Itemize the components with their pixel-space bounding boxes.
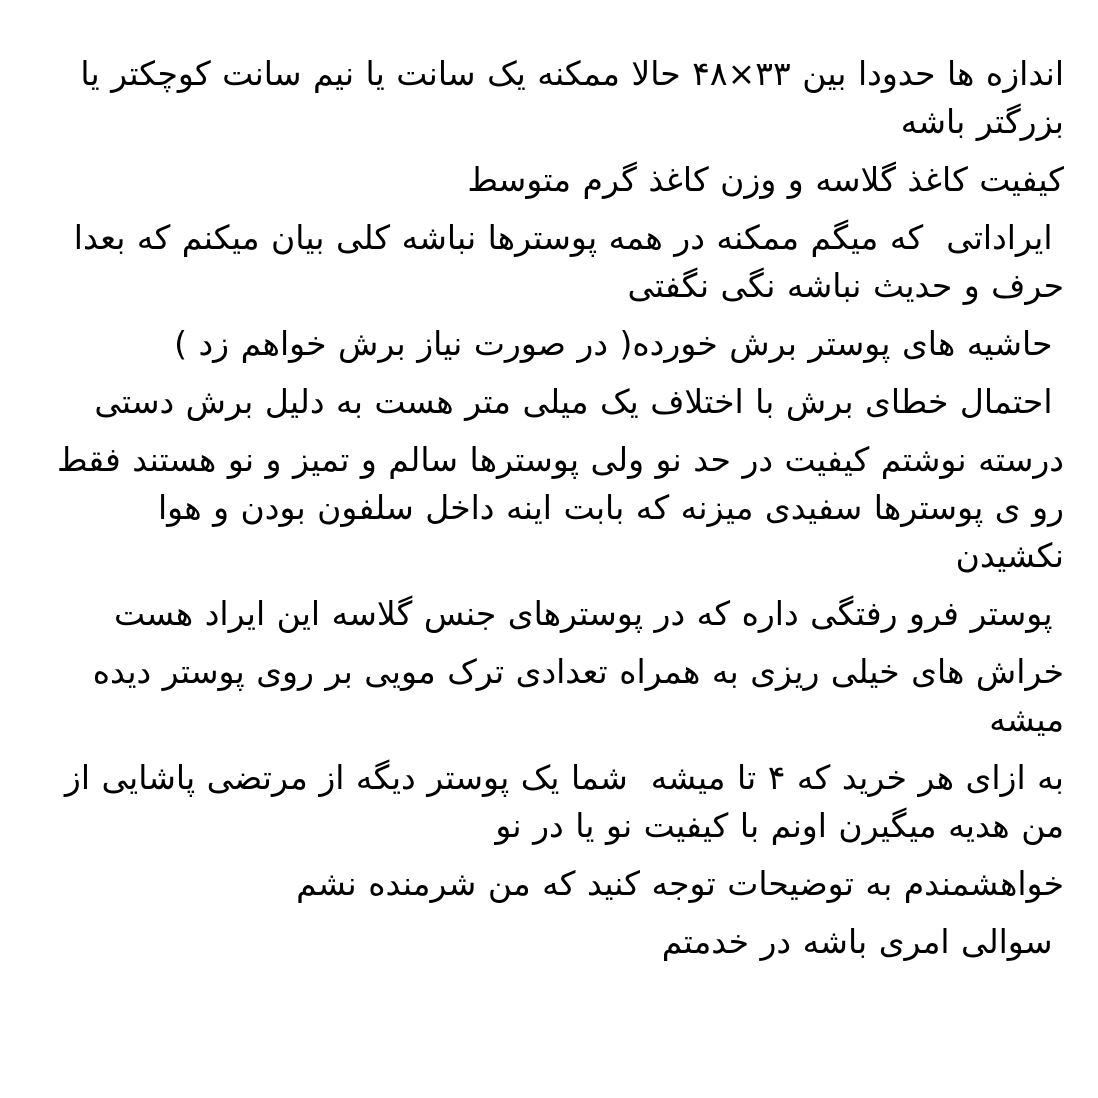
- paragraph-scratches-cracks: خراش های خیلی ریزی به همراه تعدادی ترک مویی بر روی پوستر دیده میشه: [81, 652, 1064, 739]
- paragraph-cutting-error: احتمال خطای برش با اختلاف یک میلی متر هست به دلیل برش دستی: [94, 382, 1064, 421]
- paragraph-questions-welcome: سوالی امری باشه در خدمتم: [661, 922, 1064, 961]
- paragraph-size-info: اندازه ها حدودا بین ۳۳×۴۸ حالا ممکنه یک سانت یا نیم سانت کوچکتر یا بزرگتر باشه: [68, 54, 1064, 141]
- paragraph-attention-request: خواهشمندم به توضیحات توجه کنید که من شرمنده نشم: [296, 864, 1064, 903]
- paragraph-paper-quality: کیفیت کاغذ گلاسه و وزن کاغذ گرم متوسط: [467, 160, 1064, 199]
- paragraph-gift-offer: به ازای هر خرید که ۴ تا میشه شما یک پوستر دیگه از مرتضی پاشایی از من هدیه میگیرن اونم با کیفیت نو یا در نو: [53, 758, 1064, 845]
- paragraph-defects-disclaimer: ایراداتی که میگم ممکنه در همه پوسترها نباشه کلی بیان میکنم که بعدا حرف و حدیث نباشه نگی نگفتی: [62, 218, 1064, 305]
- paragraph-condition-details: درسته نوشتم کیفیت در حد نو ولی پوسترها سالم و تمیز و نو هستند فقط رو ی پوسترها سفیدی میزنه که بابت اینه داخل سلفون بودن و هوا نکشیدن: [45, 440, 1064, 575]
- paragraph-trimmed-margins: حاشیه های پوستر برش خورده( در صورت نیاز برش خواهم زد ): [174, 324, 1064, 363]
- paragraph-indentation-defect: پوستر فرو رفتگی داره که در پوسترهای جنس گلاسه این ایراد هست: [113, 594, 1064, 633]
